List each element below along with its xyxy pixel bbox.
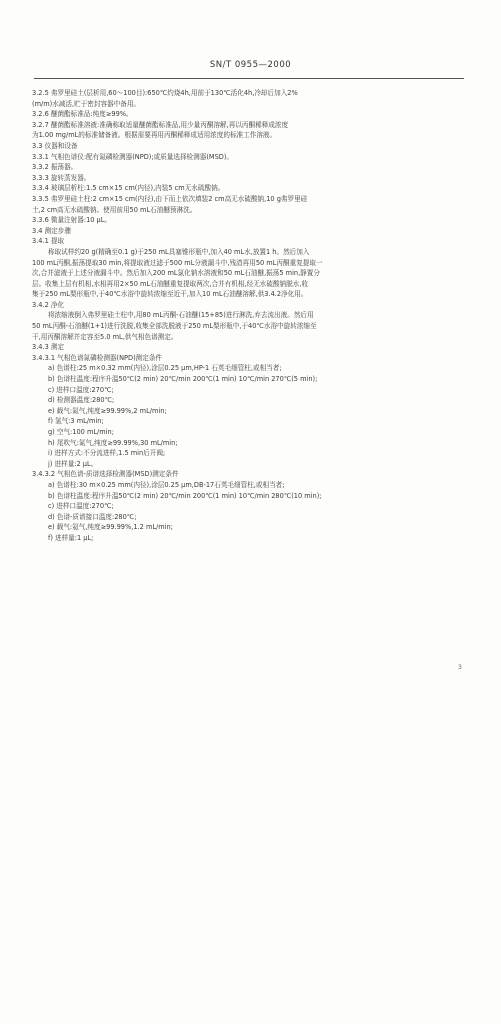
text-line: e) 载气:氦气,纯度≥99.99%,1.2 mL/min; <box>48 523 173 532</box>
text-line: 50 mL丙酮-石油醚(1+1)进行洗脱,收集全部洗脱液于250 mL梨形瓶中,于40℃水浴中旋转浓缩至 <box>32 322 317 331</box>
text-line: 3.4.2 净化 <box>32 300 65 309</box>
text-line: 100 mL丙酮,振荡提取30 min,将提取液过滤于500 mL分液漏斗中,残渣再用50 mL丙酮重复提取一 <box>32 258 323 267</box>
text-line: f) 进样量:1 μL; <box>48 533 94 542</box>
text-line: 3.3.5 弗罗里硅土柱:2 cm×15 cm(内径),由下而上依次填装2 cm高无水硫酸钠,10 g弗罗里硅 <box>32 194 308 203</box>
document-body <box>32 88 468 544</box>
text-line: 3.3 仪器和设备 <box>32 141 78 150</box>
text-line: c) 进样口温度:270℃; <box>48 385 114 394</box>
text-line: 为1.00 mg/mL的标准储备液。根据需要再用丙酮稀释成适用浓度的标准工作溶液。 <box>32 131 277 140</box>
text-line: a) 色谱柱:30 m×0.25 mm(内径),涂层0.25 μm,DB-17石英毛细管柱,或相当者; <box>48 480 285 489</box>
text-line: 将浓缩液倒入弗罗里硅土柱中,用80 mL丙酮-石油醚(15+85)进行淋洗,弃去流出液。然后用 <box>48 311 314 320</box>
text-line: c) 进样口温度:270℃; <box>48 502 114 511</box>
text-line: f) 氢气:3 mL/min; <box>48 417 104 426</box>
text-line: 土,2 cm高无水硫酸钠。使用前用50 mL石油醚预淋洗。 <box>32 205 197 214</box>
text-line: d) 检测器温度:280℃; <box>48 396 115 405</box>
text-line: 3.2.6 醚菌酯标准品:纯度≥99%。 <box>32 110 133 119</box>
text-line: e) 载气:氮气,纯度≥99.99%,2 mL/min; <box>48 406 167 415</box>
text-line: g) 空气:100 mL/min; <box>48 428 114 436</box>
text-line: d) 色谱-质谱接口温度:280℃; <box>48 512 137 521</box>
text-line: 3.3.2 振荡器。 <box>32 163 78 172</box>
text-line: 称取试样约20 g(精确至0.1 g)于250 mL具塞锥形瓶中,加入40 mL水,放置1 h。然后加入 <box>48 247 310 256</box>
standard-code-header: SN/T 0955—2000 <box>209 60 292 70</box>
text-line: 3.4.3 测定 <box>32 343 65 352</box>
text-line: 层。收集上层有机相,水相再用2×50 mL石油醚重复提取两次,合并有机相,经无水硫酸钠脱水,收 <box>32 279 309 288</box>
text-line: a) 色谱柱:25 m×0.32 mm(内径),涂层0.25 μm,HP-1 石英毛细管柱,或相当者; <box>48 364 282 373</box>
header-rule <box>34 78 464 79</box>
text-line: 3.4.1 提取 <box>32 237 65 246</box>
text-line: 3.2.5 弗罗里硅土(层析用,60～100目):650℃灼烧4h,用前于130℃活化4h,冷却后加入2% <box>32 89 298 97</box>
text-line: 3.3.1 气相色谱仪:配有氮磷检测器(NPD);或质量选择检测器(MSD)。 <box>32 152 234 161</box>
text-line: h) 尾吹气:氮气,纯度≥99.99%,30 mL/min; <box>48 438 178 447</box>
text-line: i) 进样方式:不分流进样,1.5 min后开阀; <box>48 449 166 458</box>
text-line: 干,用丙酮溶解并定容至5.0 mL,供气相色谱测定。 <box>32 332 178 341</box>
text-line: 3.3.3 旋转蒸发器。 <box>32 173 91 182</box>
text-line: 3.2.7 醚菌酯标准溶液:准确称取适量醚菌酯标准品,用少量丙酮溶解,再以丙酮稀释成浓度 <box>32 120 289 129</box>
page-number: 3 <box>458 664 462 671</box>
text-line: 3.3.4 玻璃层析柱:1.5 cm×15 cm(内径),内装5 cm无水硫酸钠。 <box>32 184 225 193</box>
text-line: 集于250 mL梨形瓶中,于40℃水浴中旋转浓缩至近干,加入10 mL石油醚溶解,供3.4.2净化用。 <box>32 290 308 299</box>
text-line: (m/m)水减活,贮于密封容器中备用。 <box>32 99 141 108</box>
text-line: 次,合并滤液于上述分液漏斗中。然后加入200 mL氯化钠水溶液和50 mL石油醚,振荡5 min,静置分 <box>32 269 320 278</box>
text-line: 3.3.6 微量注射器:10 μL。 <box>32 216 112 225</box>
text-line: 3.4.3.2 气相色谱-质谱选择检测器(MSD)测定条件 <box>32 470 179 479</box>
text-line: b) 色谱柱温度:程序升温50℃(2 min) 20℃/min 200℃(1 min) 10℃/min 270℃(5 min); <box>48 375 318 384</box>
text-line: 3.4.3.1 气相色谱氮磷检测器(NPD)测定条件 <box>32 353 163 362</box>
text-line: b) 色谱柱温度:程序升温50℃(2 min) 20℃/min 200℃(1 min) 10℃/min 280℃(10 min); <box>48 491 322 500</box>
text-line: 3.4 测定步骤 <box>32 226 71 235</box>
text-line: j) 进样量:2 μL。 <box>48 459 98 468</box>
